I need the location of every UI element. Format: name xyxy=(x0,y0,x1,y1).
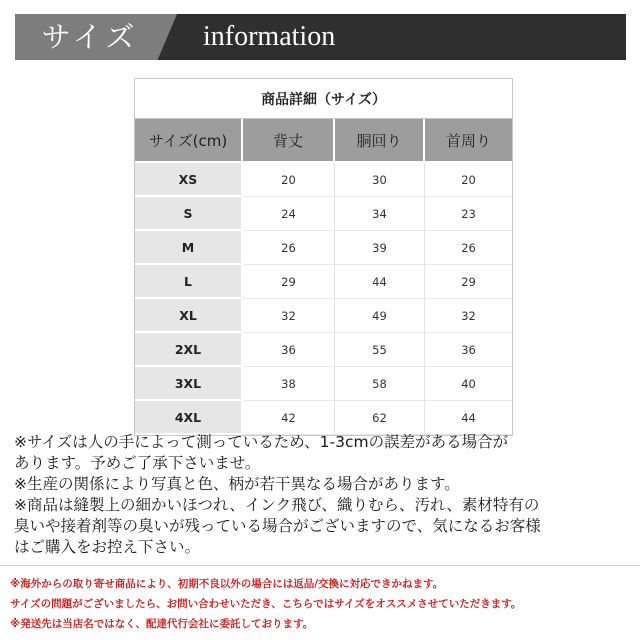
header-waist: 胴回り xyxy=(335,119,425,163)
neck-value: 44 xyxy=(425,401,512,435)
size-label: XS xyxy=(135,163,243,197)
size-table xyxy=(134,78,513,436)
size-label: 2XL xyxy=(135,333,243,367)
note-line: ※サイズは人の手によって測っているため、1-3cmの誤差がある場合が xyxy=(14,433,509,451)
divider xyxy=(0,565,640,566)
header-back-length: 背丈 xyxy=(243,119,335,163)
neck-value: 20 xyxy=(425,163,512,197)
note-line: ※商品は縫製上の細かいほつれ、インク飛び、織りむら、汚れ、素材特有の xyxy=(14,496,540,514)
back-length-value: 26 xyxy=(243,231,335,265)
waist-value: 55 xyxy=(335,333,425,367)
red-note-line: ※発送先は当店名ではなく、配達代行会社に委託しております。 xyxy=(10,618,314,630)
back-length-value: 29 xyxy=(243,265,335,299)
size-label: S xyxy=(135,197,243,231)
table-row xyxy=(135,231,512,265)
note-line: あります。予めご了承下さいませ。 xyxy=(14,454,261,472)
red-notes xyxy=(10,574,630,634)
notes xyxy=(14,432,630,558)
header-size: サイズ(cm) xyxy=(135,119,243,163)
neck-value: 40 xyxy=(425,367,512,401)
banner-title: information xyxy=(203,21,336,52)
back-length-value: 32 xyxy=(243,299,335,333)
table-row xyxy=(135,163,512,197)
table-row xyxy=(135,197,512,231)
neck-value: 23 xyxy=(425,197,512,231)
back-length-value: 42 xyxy=(243,401,335,435)
waist-value: 58 xyxy=(335,367,425,401)
waist-value: 62 xyxy=(335,401,425,435)
waist-value: 49 xyxy=(335,299,425,333)
waist-value: 39 xyxy=(335,231,425,265)
header-banner xyxy=(15,14,626,60)
note-line: はご購入をお控え下さい。 xyxy=(14,538,201,556)
table-row xyxy=(135,401,512,435)
waist-value: 30 xyxy=(335,163,425,197)
back-length-value: 36 xyxy=(243,333,335,367)
size-label: M xyxy=(135,231,243,265)
table-row xyxy=(135,367,512,401)
back-length-value: 24 xyxy=(243,197,335,231)
size-label: L xyxy=(135,265,243,299)
table-header-row xyxy=(135,119,512,163)
banner-tab-label: サイズ xyxy=(41,20,139,54)
header-neck: 首周り xyxy=(425,119,512,163)
neck-value: 32 xyxy=(425,299,512,333)
neck-value: 29 xyxy=(425,265,512,299)
waist-value: 34 xyxy=(335,197,425,231)
neck-value: 26 xyxy=(425,231,512,265)
neck-value: 36 xyxy=(425,333,512,367)
table-row xyxy=(135,299,512,333)
back-length-value: 20 xyxy=(243,163,335,197)
waist-value: 44 xyxy=(335,265,425,299)
table-title-row xyxy=(135,79,512,119)
size-label: 3XL xyxy=(135,367,243,401)
table-title: 商品詳細（サイズ） xyxy=(135,79,512,119)
red-note-line: サイズの問題がございましたら、お問い合わせいただき、こちらではサイズをオススメさせていただきます。 xyxy=(10,598,522,610)
note-line: 臭いや接着剤等の臭いが残っている場合がございますので、気になるお客様 xyxy=(14,517,541,535)
table-row xyxy=(135,265,512,299)
note-line: ※生産の関係により写真と色、柄が若干異なる場合があります。 xyxy=(14,475,460,493)
table-row xyxy=(135,333,512,367)
back-length-value: 38 xyxy=(243,367,335,401)
red-note-line: ※海外からの取り寄せ商品により、初期不良以外の場合には返品/交換に対応できかねます。 xyxy=(10,578,444,590)
size-label: XL xyxy=(135,299,243,333)
size-label: 4XL xyxy=(135,401,243,435)
